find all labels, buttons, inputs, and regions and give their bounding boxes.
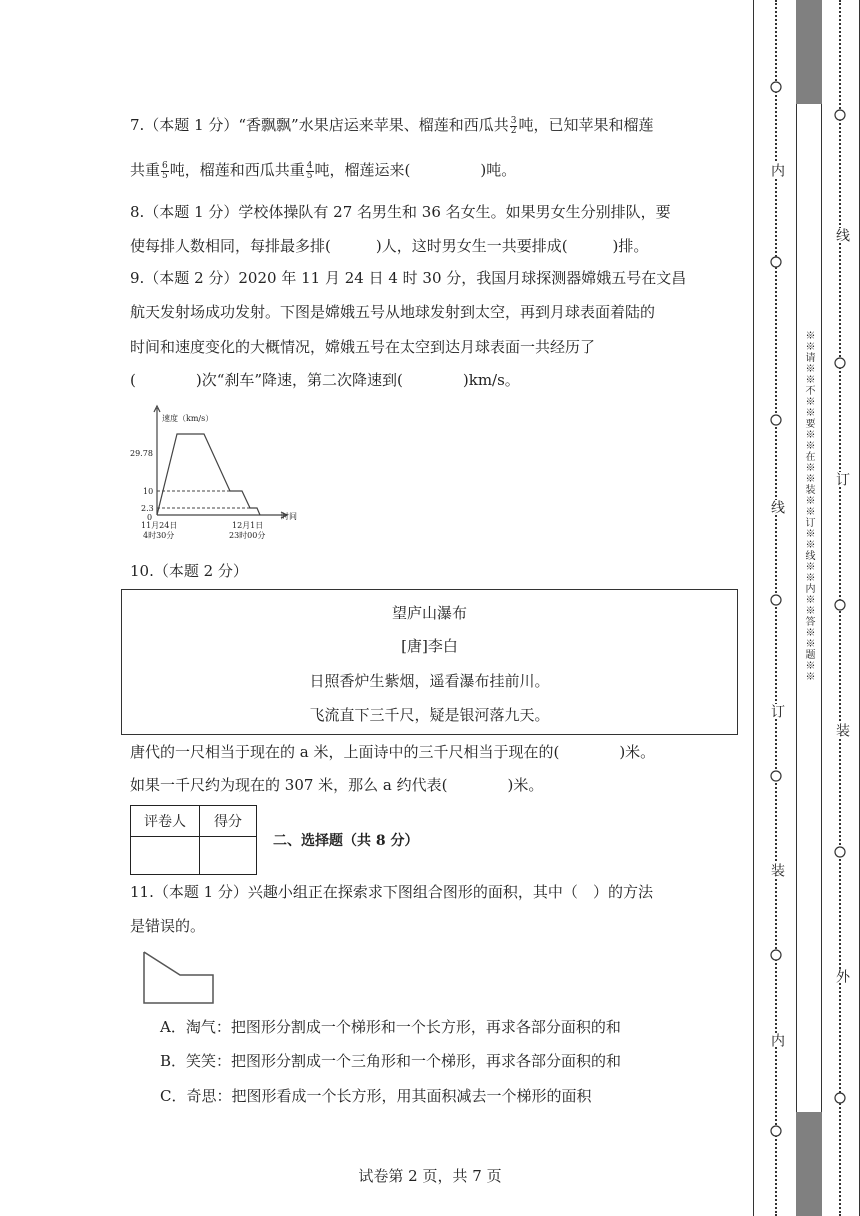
option-c[interactable]: C．奇思：把图形看成一个长方形，用其面积减去一个梯形的面积 [160, 1087, 592, 1105]
grader-header: 评卷人 [131, 806, 200, 837]
inner-label-nei-2: 内 [769, 1033, 785, 1047]
score-header: 得分 [200, 806, 257, 837]
outer-label-wai: 外 [834, 969, 850, 983]
binding-warning: ※※请※※不※※要※※在※※装※※订※※线※※内※※答※※题※※ [803, 330, 814, 682]
speed-line [157, 434, 260, 515]
outer-label-xian: 线 [834, 228, 850, 242]
tick-end-time: 23时00分 [229, 531, 266, 540]
tick-29-78: 29.78 [130, 449, 153, 458]
strip-border [753, 0, 754, 1216]
fraction: $\frac{3}{2}$ [510, 115, 517, 136]
question-11-line1: 11.（本题 1 分）兴趣小组正在探索求下图组合图形的面积，其中（ ）的方法 [130, 883, 653, 901]
question-10-after-2: 如果一千尺约为现在的 307 米，那么 a 约代表( )米。 [130, 776, 544, 794]
score-cell[interactable] [200, 837, 257, 875]
outer-label-zhuang: 装 [834, 723, 850, 737]
inner-label-zhuang: 装 [769, 863, 785, 877]
question-8-line1: 8.（本题 1 分）学校体操队有 27 名男生和 36 名女生。如果男女生分别排队，要 [130, 203, 671, 221]
composite-figure [140, 948, 220, 1008]
question-9-line2: 航天发射场成功发射。下图是嫦娥五号从地球发射到太空，再到月球表面着陆的 [130, 303, 656, 321]
inner-label-nei: 内 [769, 163, 785, 177]
option-b[interactable]: B．笑笑：把图形分割成一个三角形和一个梯形，再求各部分面积的和 [160, 1052, 622, 1070]
question-11-line2: 是错误的。 [130, 917, 206, 935]
grader-cell[interactable] [131, 837, 200, 875]
inner-label-xian: 线 [769, 500, 785, 514]
tick-end-date: 12月1日 [232, 521, 264, 530]
score-table [130, 805, 257, 875]
poem-line-2: 飞流直下三千尺，疑是银河落九天。 [309, 706, 550, 724]
section-2-title: 二、选择题（共 8 分） [273, 833, 419, 849]
question-9-line3: 时间和速度变化的大概情况，嫦娥五号在太空到达月球表面一共经历了 [130, 338, 596, 356]
question-7-line1: 7.（本题 1 分）“香飘飘”水果店运来苹果、榴莲和西瓜共 $\frac{3}{2}$ 吨，已知苹果和榴莲 [130, 115, 654, 136]
page-footer: 试卷第 2 页，共 7 页 [358, 1167, 502, 1185]
inner-label-ding: 订 [769, 704, 785, 718]
speed-time-chart [125, 400, 325, 550]
question-9-line1: 9.（本题 2 分）2020 年 11 月 24 日 4 时 30 分，我国月球探测器嫦娥五号在文昌 [130, 269, 687, 287]
poem-author: [唐]李白 [401, 637, 458, 655]
question-9-line4: ( )次“刹车”降速，第二次降速到( )km/s。 [130, 371, 520, 389]
tick-10: 10 [143, 487, 154, 496]
question-10-label: 10.（本题 2 分） [130, 562, 248, 580]
fraction: $\frac{4}{5}$ [306, 160, 313, 181]
question-10-after-1: 唐代的一尺相当于现在的 a 米，上面诗中的三千尺相当于现在的( )米。 [130, 743, 656, 761]
tick-0: 0 [147, 513, 153, 522]
outer-label-ding: 订 [834, 472, 850, 486]
x-axis-label: 时间 [281, 512, 297, 521]
question-7-line2: 共重 $\frac{6}{5}$ 吨，榴莲和西瓜共重 $\frac{4}{5}$ 吨，榴莲运来( )吨。 [130, 160, 517, 181]
y-axis-label: 速度（km/s） [162, 414, 214, 423]
option-a[interactable]: A．淘气：把图形分割成一个梯形和一个长方形，再求各部分面积的和 [160, 1018, 621, 1036]
binding-circles [760, 0, 860, 1216]
tick-start-time: 4时30分 [143, 531, 175, 540]
question-8-line2: 使每排人数相同，每排最多排( )人，这时男女生一共要排成( )排。 [130, 237, 649, 255]
poem-line-1: 日照香炉生紫烟，遥看瀑布挂前川。 [309, 672, 550, 690]
poem-box [121, 589, 738, 735]
tick-2-3: 2.3 [141, 504, 154, 513]
poem-title: 望庐山瀑布 [391, 604, 467, 622]
fraction: $\frac{6}{5}$ [162, 160, 168, 181]
tick-start-date: 11月24日 [141, 521, 178, 530]
